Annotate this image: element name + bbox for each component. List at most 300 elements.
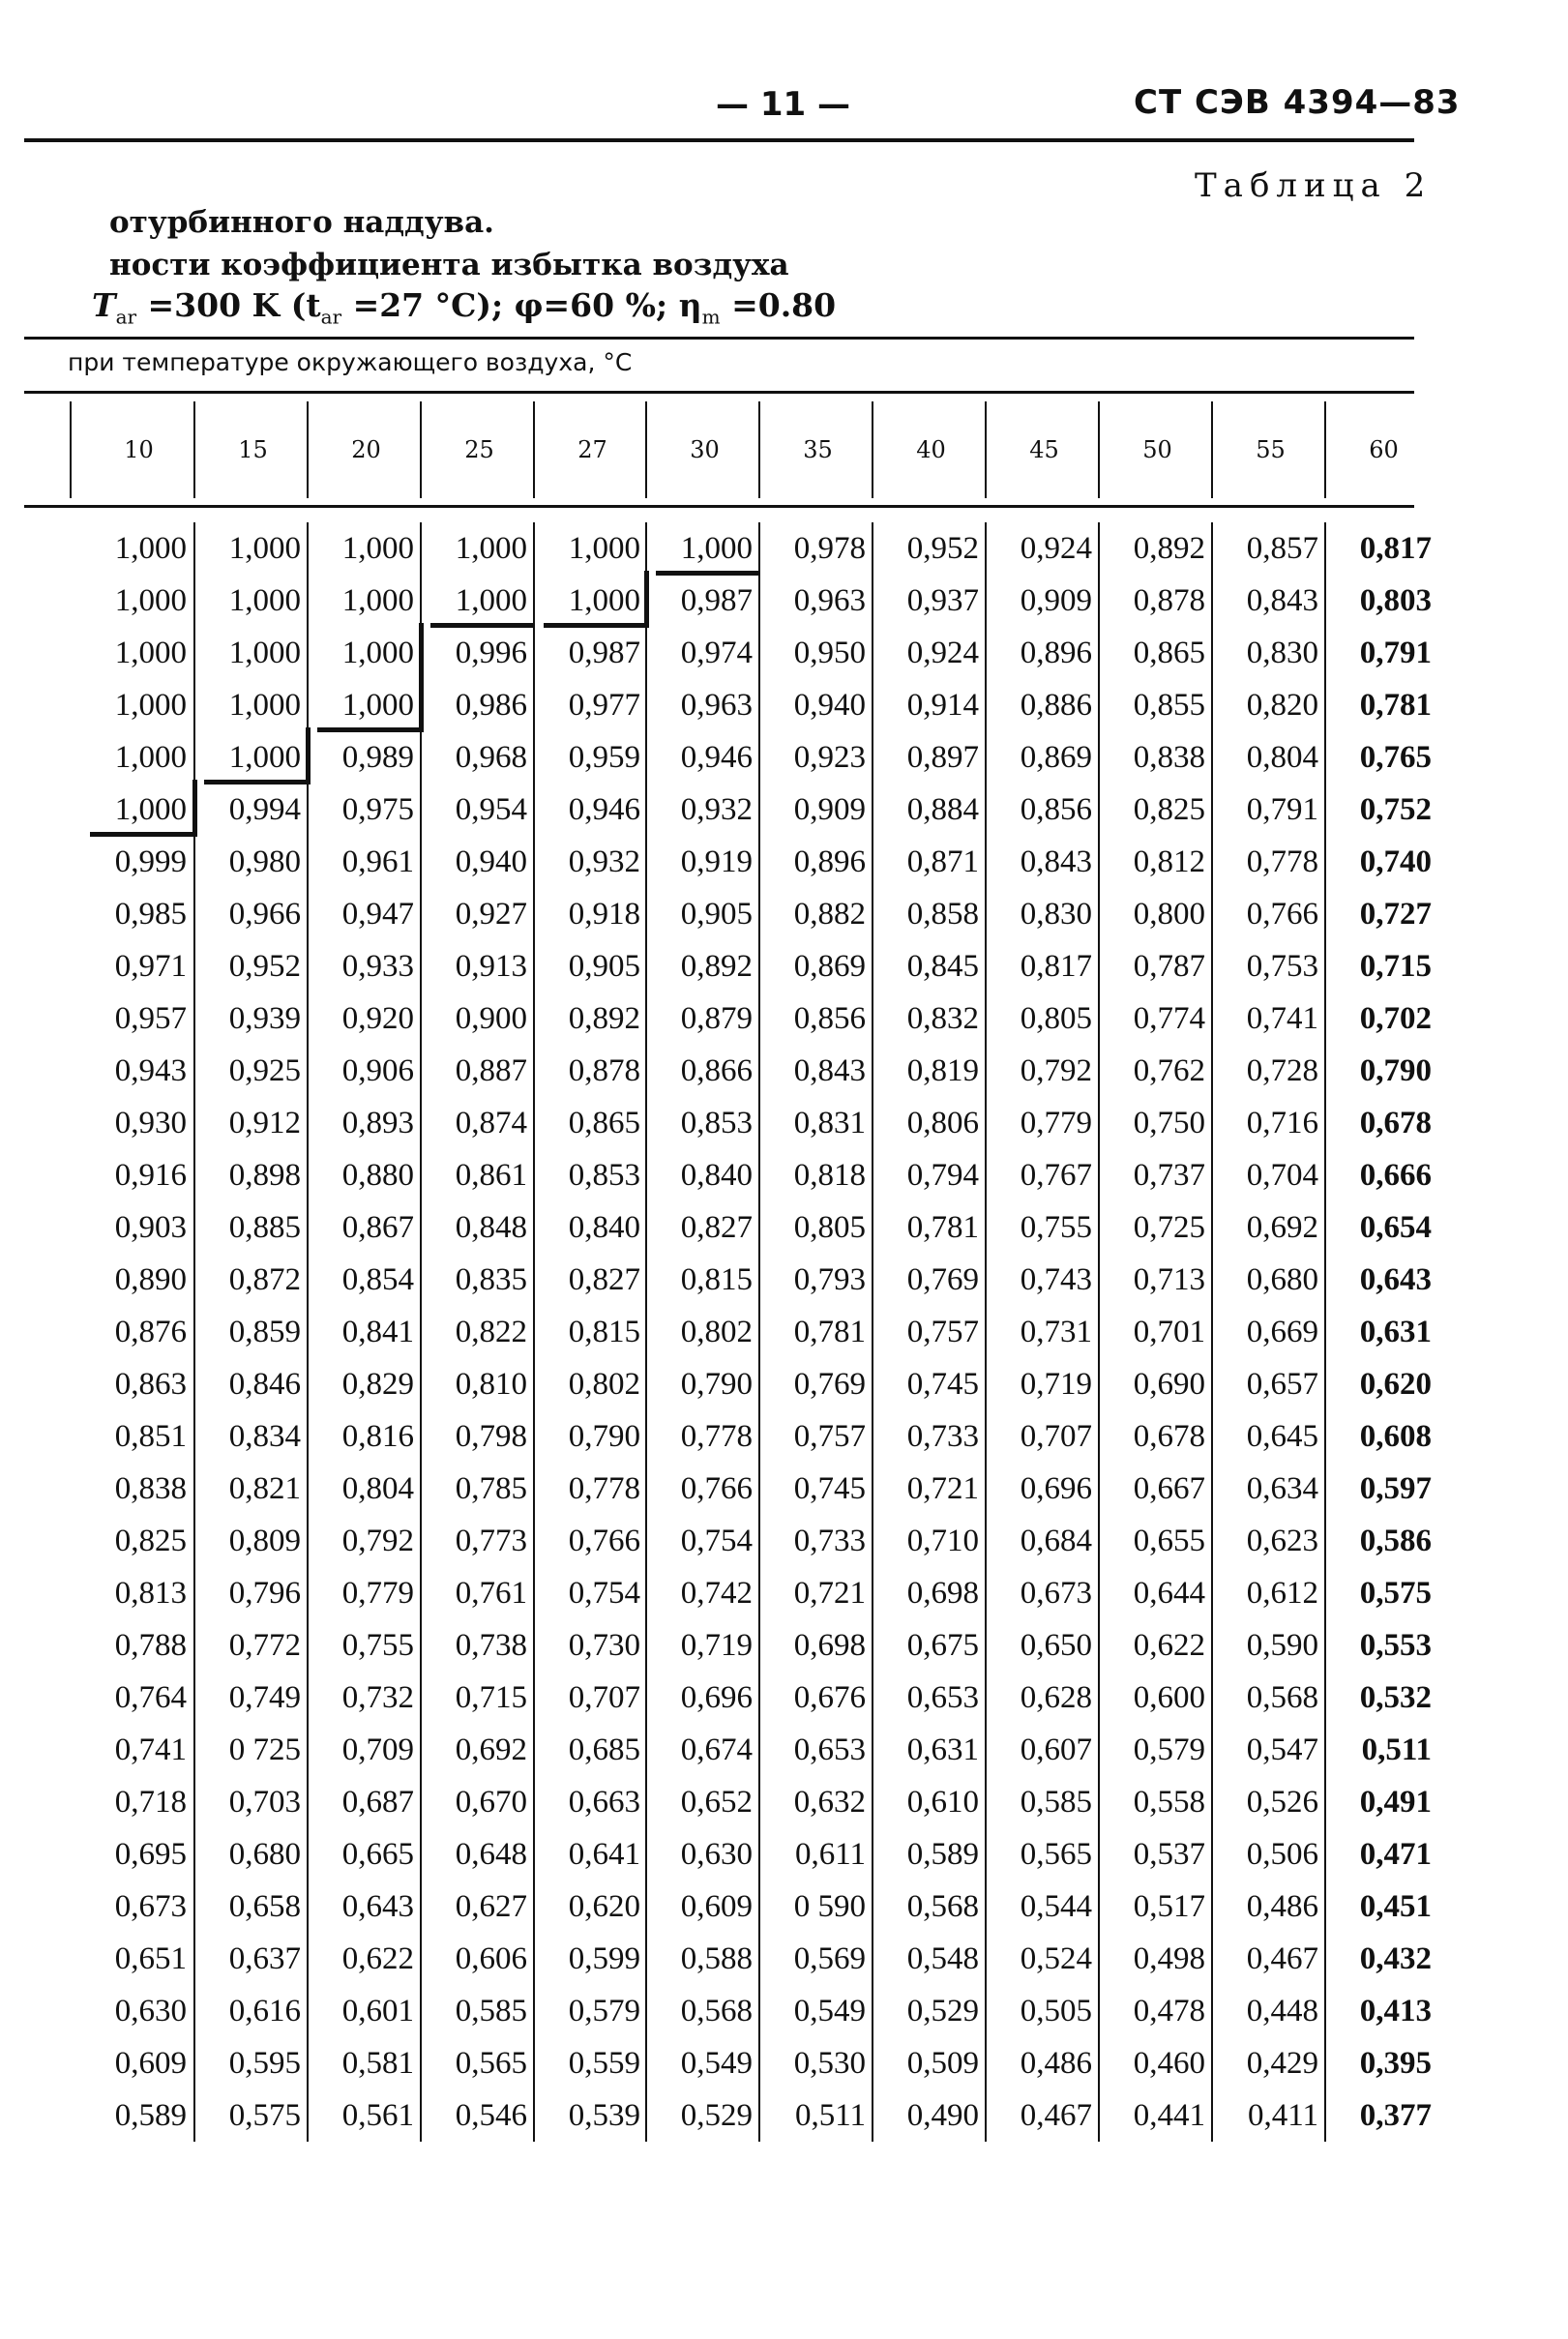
table-cell: 0,791 [1246, 792, 1318, 827]
table-cell: 1,000 [114, 688, 187, 723]
table-row [0, 1045, 1568, 1097]
table-cell: 0,609 [680, 1889, 753, 1924]
table-cell: 0,755 [1020, 1210, 1092, 1245]
table-cell: 0,840 [680, 1158, 753, 1193]
table-cell: 0,781 [906, 1210, 979, 1245]
table-cell: 0,622 [1133, 1628, 1205, 1663]
table-cell: 0,608 [1359, 1419, 1432, 1454]
table-cell: 0,787 [1133, 949, 1205, 984]
table-cell: 0,793 [793, 1262, 866, 1297]
step-segment [192, 780, 197, 837]
table-cell: 0,761 [455, 1576, 527, 1611]
table-cell: 0,749 [228, 1680, 301, 1715]
table-cell: 0,663 [568, 1785, 640, 1820]
column-header: 25 [464, 436, 494, 463]
table-cell: 0,841 [341, 1315, 414, 1349]
table-cell: 1,000 [341, 531, 414, 566]
table-row [0, 1097, 1568, 1149]
table-cell: 0,805 [1020, 1001, 1092, 1036]
table-cell: 0,509 [906, 2046, 979, 2081]
table-cell: 0,612 [1246, 1576, 1318, 1611]
step-segment [306, 727, 311, 785]
table-cell: 0,486 [1246, 1889, 1318, 1924]
header-separator [645, 401, 647, 498]
table-cell: 0,579 [568, 1994, 640, 2028]
table-cell: 0,719 [1020, 1367, 1092, 1402]
table-cell: 0,627 [455, 1889, 527, 1924]
table-cell: 0,467 [1020, 2098, 1092, 2133]
table-cell: 0,558 [1133, 1785, 1205, 1820]
column-separator [645, 522, 647, 2142]
table-cell: 0,987 [568, 636, 640, 670]
table-cell: 0,812 [1133, 844, 1205, 879]
table-cell: 0,631 [906, 1732, 979, 1767]
table-cell: 0,548 [906, 1941, 979, 1976]
table-cell: 0,773 [455, 1524, 527, 1558]
table-cell: 0,940 [793, 688, 866, 723]
table-cell: 0,546 [455, 2098, 527, 2133]
table-cell: 0,565 [1020, 1837, 1092, 1872]
table-cell: 0,897 [906, 740, 979, 775]
table-cell: 0,924 [1020, 531, 1092, 566]
table-cell: 0,920 [341, 1001, 414, 1036]
table-cell: 0,680 [1246, 1262, 1318, 1297]
table-cell: 0,950 [793, 636, 866, 670]
column-separator [533, 522, 535, 2142]
table-cell: 1,000 [228, 740, 301, 775]
table-cell: 0,680 [228, 1837, 301, 1872]
column-header: 50 [1142, 436, 1172, 463]
table-cell: 0,848 [455, 1210, 527, 1245]
table-cell: 0,781 [1359, 688, 1432, 723]
table-cell: 0,885 [228, 1210, 301, 1245]
table-cell: 0,865 [1133, 636, 1205, 670]
table-cell: 0,805 [793, 1210, 866, 1245]
table-cell: 0,947 [341, 897, 414, 932]
table-cell: 0,553 [1359, 1628, 1432, 1663]
table-cell: 0,754 [680, 1524, 753, 1558]
table-cell: 0,585 [1020, 1785, 1092, 1820]
table-cell: 0,892 [568, 1001, 640, 1036]
table-cell: 0,791 [1359, 636, 1432, 670]
table-cell: 0,441 [1133, 2098, 1205, 2133]
table-cell: 0,730 [568, 1628, 640, 1663]
table-cell: 1,000 [228, 688, 301, 723]
table-cell: 0,843 [793, 1053, 866, 1088]
table-cell: 0,809 [228, 1524, 301, 1558]
table-cell: 0,840 [568, 1210, 640, 1245]
table-cell: 0,810 [455, 1367, 527, 1402]
column-header: 15 [238, 436, 268, 463]
table-cell: 0,678 [1359, 1106, 1432, 1140]
table-cell: 0,974 [680, 636, 753, 670]
table-cell: 0,569 [793, 1941, 866, 1976]
table-cell: 0,859 [228, 1315, 301, 1349]
table-cell: 0,918 [568, 897, 640, 932]
table-cell: 0,806 [906, 1106, 979, 1140]
table-cell: 0,692 [1246, 1210, 1318, 1245]
table-row [0, 940, 1568, 992]
table-cell: 0,792 [1020, 1053, 1092, 1088]
table-cell: 0,600 [1133, 1680, 1205, 1715]
header-separator [1324, 401, 1326, 498]
table-cell: 0,565 [455, 2046, 527, 2081]
table-cell: 0,648 [455, 1837, 527, 1872]
table-cell: 0,537 [1133, 1837, 1205, 1872]
table-cell: 0,830 [1246, 636, 1318, 670]
table-cell: 0,641 [568, 1837, 640, 1872]
table-cell: 0,448 [1246, 1994, 1318, 2028]
table-row [0, 888, 1568, 940]
table-cell: 0,460 [1133, 2046, 1205, 2081]
table-cell: 0,698 [906, 1576, 979, 1611]
table-row [0, 1201, 1568, 1254]
table-cell: 0,853 [568, 1158, 640, 1193]
table-cell: 0,709 [341, 1732, 414, 1767]
table-cell: 0,589 [906, 1837, 979, 1872]
table-cell: 0,963 [793, 583, 866, 618]
table-cell: 0,853 [680, 1106, 753, 1140]
title-line-2: ности коэффициента избытка воздуха [109, 248, 789, 282]
table-cell: 0,601 [341, 1994, 414, 2028]
table-cell: 0,796 [228, 1576, 301, 1611]
table-cell: 0,611 [794, 1837, 866, 1872]
table-cell: 0,715 [1359, 949, 1432, 984]
table-cell: 0,702 [1359, 1001, 1432, 1036]
header-separator [872, 401, 873, 498]
table-cell: 0,986 [455, 688, 527, 723]
header-bottom-rule [24, 505, 1414, 508]
table-cell: 0,971 [114, 949, 187, 984]
table-cell: 0,757 [906, 1315, 979, 1349]
table-cell: 0,781 [793, 1315, 866, 1349]
header-separator [985, 401, 987, 498]
header-separator [307, 401, 309, 498]
table-cell: 0,790 [680, 1367, 753, 1402]
table-cell: 0,892 [680, 949, 753, 984]
table-cell: 0,906 [341, 1053, 414, 1088]
table-cell: 0,610 [906, 1785, 979, 1820]
table-cell: 0,919 [680, 844, 753, 879]
table-cell: 0,506 [1246, 1837, 1318, 1872]
table-cell: 0,959 [568, 740, 640, 775]
standard-code: СТ СЭВ 4394—83 [1134, 83, 1461, 122]
table-cell: 0,653 [906, 1680, 979, 1715]
table-cell: 0,767 [1020, 1158, 1092, 1193]
table-cell: 0,695 [114, 1837, 187, 1872]
table-cell: 0,666 [1359, 1158, 1432, 1193]
table-cell: 0,632 [793, 1785, 866, 1820]
table-cell: 0,999 [114, 844, 187, 879]
table-cell: 0,866 [680, 1053, 753, 1088]
table-cell: 0,631 [1359, 1315, 1432, 1349]
table-cell: 0,665 [341, 1837, 414, 1872]
table-cell: 0,818 [793, 1158, 866, 1193]
table-cell: 0,834 [228, 1419, 301, 1454]
table-cell: 0,896 [793, 844, 866, 879]
table-cell: 0,740 [1359, 844, 1432, 879]
table-cell: 0,650 [1020, 1628, 1092, 1663]
table-cell: 0,741 [114, 1732, 187, 1767]
table-cell: 0,994 [228, 792, 301, 827]
column-header: 55 [1256, 436, 1286, 463]
table-cell: 0,658 [228, 1889, 301, 1924]
table-cell: 0,698 [793, 1628, 866, 1663]
table-cell: 0,946 [680, 740, 753, 775]
table-cell: 0,766 [568, 1524, 640, 1558]
table-row [0, 1880, 1568, 1933]
column-header: 27 [577, 436, 607, 463]
table-cell: 0,568 [680, 1994, 753, 2028]
table-cell: 0,817 [1359, 531, 1432, 566]
table-cell: 0,727 [1359, 897, 1432, 932]
table-row [0, 1828, 1568, 1880]
table-cell: 0,825 [1133, 792, 1205, 827]
table-cell: 0,893 [341, 1106, 414, 1140]
table-cell: 0,980 [228, 844, 301, 879]
table-cell: 0,872 [228, 1262, 301, 1297]
table-cell: 0,651 [114, 1941, 187, 1976]
subheader-rule [24, 391, 1414, 394]
table-label: Таблица 2 [1195, 166, 1433, 205]
table-cell: 0,887 [455, 1053, 527, 1088]
table-cell: 0,905 [568, 949, 640, 984]
table-cell: 1,000 [341, 583, 414, 618]
table-cell: 0,478 [1133, 1994, 1205, 2028]
table-cell: 0,932 [680, 792, 753, 827]
table-cell: 0,704 [1246, 1158, 1318, 1193]
table-cell: 0,856 [1020, 792, 1092, 827]
table-cell: 0,628 [1020, 1680, 1092, 1715]
table-cell: 0,599 [568, 1941, 640, 1976]
header-separator [1211, 401, 1213, 498]
table-cell: 0,869 [1020, 740, 1092, 775]
header-rule [24, 138, 1414, 142]
table-cell: 0,772 [228, 1628, 301, 1663]
table-cell: 0,590 [1246, 1628, 1318, 1663]
table-cell: 0,549 [793, 1994, 866, 2028]
table-cell: 1,000 [568, 531, 640, 566]
column-separator [985, 522, 987, 2142]
table-cell: 0,738 [455, 1628, 527, 1663]
step-segment [430, 623, 534, 628]
table-cell: 0,669 [1246, 1315, 1318, 1349]
table-row [0, 1619, 1568, 1672]
table-cell: 0,718 [114, 1785, 187, 1820]
table-row [0, 1724, 1568, 1776]
header-separator [758, 401, 760, 498]
table-cell: 0,630 [680, 1837, 753, 1872]
table-cell: 0,581 [341, 2046, 414, 2081]
table-row [0, 679, 1568, 731]
table-cell: 0,524 [1020, 1941, 1092, 1976]
table-cell: 0,731 [1020, 1315, 1092, 1349]
table-cell: 0,517 [1133, 1889, 1205, 1924]
table-cell: 0,778 [568, 1471, 640, 1506]
title-line-1: отурбинного наддува. [109, 205, 494, 240]
table-cell: 0,715 [455, 1680, 527, 1715]
table-cell: 0,909 [793, 792, 866, 827]
table-row [0, 575, 1568, 627]
table-cell: 0,498 [1133, 1941, 1205, 1976]
table-cell: 0,728 [1246, 1053, 1318, 1088]
table-cell: 0,939 [228, 1001, 301, 1036]
table-cell: 0,692 [455, 1732, 527, 1767]
table-cell: 1,000 [455, 531, 527, 566]
column-header: 20 [351, 436, 381, 463]
table-cell: 0,745 [793, 1471, 866, 1506]
table-row [0, 1149, 1568, 1201]
table-cell: 0,491 [1359, 1785, 1432, 1820]
table-cell: 0,490 [906, 2098, 979, 2133]
table-cell: 1,000 [114, 636, 187, 670]
table-cell: 0,719 [680, 1628, 753, 1663]
table-cell: 0,696 [680, 1680, 753, 1715]
table-cell: 0,975 [341, 792, 414, 827]
step-segment [644, 571, 649, 628]
table-cell: 0,530 [793, 2046, 866, 2081]
table-row [0, 1933, 1568, 1985]
table-cell: 0,878 [568, 1053, 640, 1088]
table-row [0, 784, 1568, 836]
table-row [0, 1306, 1568, 1358]
table-cell: 0,790 [1359, 1053, 1432, 1088]
table-cell: 0,595 [228, 2046, 301, 2081]
table-cell: 0,754 [568, 1576, 640, 1611]
table-cell: 0,725 [1133, 1210, 1205, 1245]
table-cell: 0,985 [114, 897, 187, 932]
step-segment [544, 623, 647, 628]
column-header: 60 [1369, 436, 1399, 463]
table-cell: 0,585 [455, 1994, 527, 2028]
table-cell: 0,867 [341, 1210, 414, 1245]
table-cell: 0,785 [455, 1471, 527, 1506]
table-cell: 0,411 [1247, 2098, 1318, 2133]
table-cell: 1,000 [114, 792, 187, 827]
table-cell: 0,802 [680, 1315, 753, 1349]
table-cell: 1,000 [568, 583, 640, 618]
table-cell: 0,737 [1133, 1158, 1205, 1193]
table-cell: 0,838 [1133, 740, 1205, 775]
table-cell: 0,486 [1020, 2046, 1092, 2081]
table-cell: 0,923 [793, 740, 866, 775]
table-cell: 0,966 [228, 897, 301, 932]
table-row [0, 1515, 1568, 1567]
table-cell: 0,829 [341, 1367, 414, 1402]
header-separator [533, 401, 535, 498]
table-cell: 0,644 [1133, 1576, 1205, 1611]
step-segment [317, 727, 421, 732]
table-cell: 0,655 [1133, 1524, 1205, 1558]
table-cell: 0,933 [341, 949, 414, 984]
table-cell: 0,856 [793, 1001, 866, 1036]
table-cell: 0,798 [455, 1419, 527, 1454]
table-cell: 0,989 [341, 740, 414, 775]
table-cell: 0,843 [1246, 583, 1318, 618]
table-cell: 0,924 [906, 636, 979, 670]
table-cell: 0,733 [906, 1419, 979, 1454]
table-cell: 0,549 [680, 2046, 753, 2081]
table-cell: 0,916 [114, 1158, 187, 1193]
table-cell: 0,832 [906, 1001, 979, 1036]
title-rule [24, 337, 1414, 340]
table-cell: 0,831 [793, 1106, 866, 1140]
table-cell: 0,674 [680, 1732, 753, 1767]
table-cell: 0,673 [114, 1889, 187, 1924]
table-cell: 0,898 [228, 1158, 301, 1193]
table-row [0, 522, 1568, 575]
table-cell: 1,000 [228, 531, 301, 566]
column-header-row [0, 397, 1568, 503]
column-header: 40 [916, 436, 946, 463]
table-cell: 0,822 [455, 1315, 527, 1349]
table-cell: 0,643 [1359, 1262, 1432, 1297]
table-row [0, 2037, 1568, 2089]
table-cell: 0,788 [114, 1628, 187, 1663]
table-cell: 0,961 [341, 844, 414, 879]
table-cell: 0,579 [1133, 1732, 1205, 1767]
table-cell: 0,790 [568, 1419, 640, 1454]
table-cell: 1,000 [680, 531, 753, 566]
table-row [0, 627, 1568, 679]
column-separator [1211, 522, 1213, 2142]
table-cell: 0,802 [568, 1367, 640, 1402]
table-cell: 0,529 [906, 1994, 979, 2028]
table-cell: 0,710 [906, 1524, 979, 1558]
table-cell: 0,827 [568, 1262, 640, 1297]
table-cell: 0,741 [1246, 1001, 1318, 1036]
table-cell: 0,876 [114, 1315, 187, 1349]
table-cell: 0,815 [568, 1315, 640, 1349]
table-cell: 0,575 [1359, 1576, 1432, 1611]
table-cell: 0,667 [1133, 1471, 1205, 1506]
table-row [0, 1254, 1568, 1306]
table-cell: 0,690 [1133, 1367, 1205, 1402]
table-row [0, 1776, 1568, 1828]
table-cell: 0,451 [1359, 1889, 1432, 1924]
table-cell: 0,820 [1246, 688, 1318, 723]
table-cell: 0,733 [793, 1524, 866, 1558]
table-cell: 0,755 [341, 1628, 414, 1663]
table-cell: 0,561 [341, 2098, 414, 2133]
table-cell: 0,954 [455, 792, 527, 827]
table-cell: 0,963 [680, 688, 753, 723]
table-cell: 0,616 [228, 1994, 301, 2028]
table-cell: 0,685 [568, 1732, 640, 1767]
table-cell: 0,825 [114, 1524, 187, 1558]
table-cell: 0,653 [793, 1732, 866, 1767]
table-cell: 0,878 [1133, 583, 1205, 618]
table-cell: 0,827 [680, 1210, 753, 1245]
table-row [0, 1567, 1568, 1619]
table-cell: 0,568 [906, 1889, 979, 1924]
table-cell: 0,952 [906, 531, 979, 566]
table-cell: 0,792 [341, 1524, 414, 1558]
table-cell: 0,819 [906, 1053, 979, 1088]
table-cell: 0,925 [228, 1053, 301, 1088]
table-cell: 0,778 [1246, 844, 1318, 879]
table-cell: 0,609 [114, 2046, 187, 2081]
table-cell: 0,743 [1020, 1262, 1092, 1297]
column-separator [420, 522, 422, 2142]
header-separator [193, 401, 195, 498]
table-cell: 0,943 [114, 1053, 187, 1088]
table-cell: 0,630 [114, 1994, 187, 2028]
table-cell: 0,779 [341, 1576, 414, 1611]
table-cell: 0,544 [1020, 1889, 1092, 1924]
table-cell: 0,843 [1020, 844, 1092, 879]
table-cell: 0,673 [1020, 1576, 1092, 1611]
